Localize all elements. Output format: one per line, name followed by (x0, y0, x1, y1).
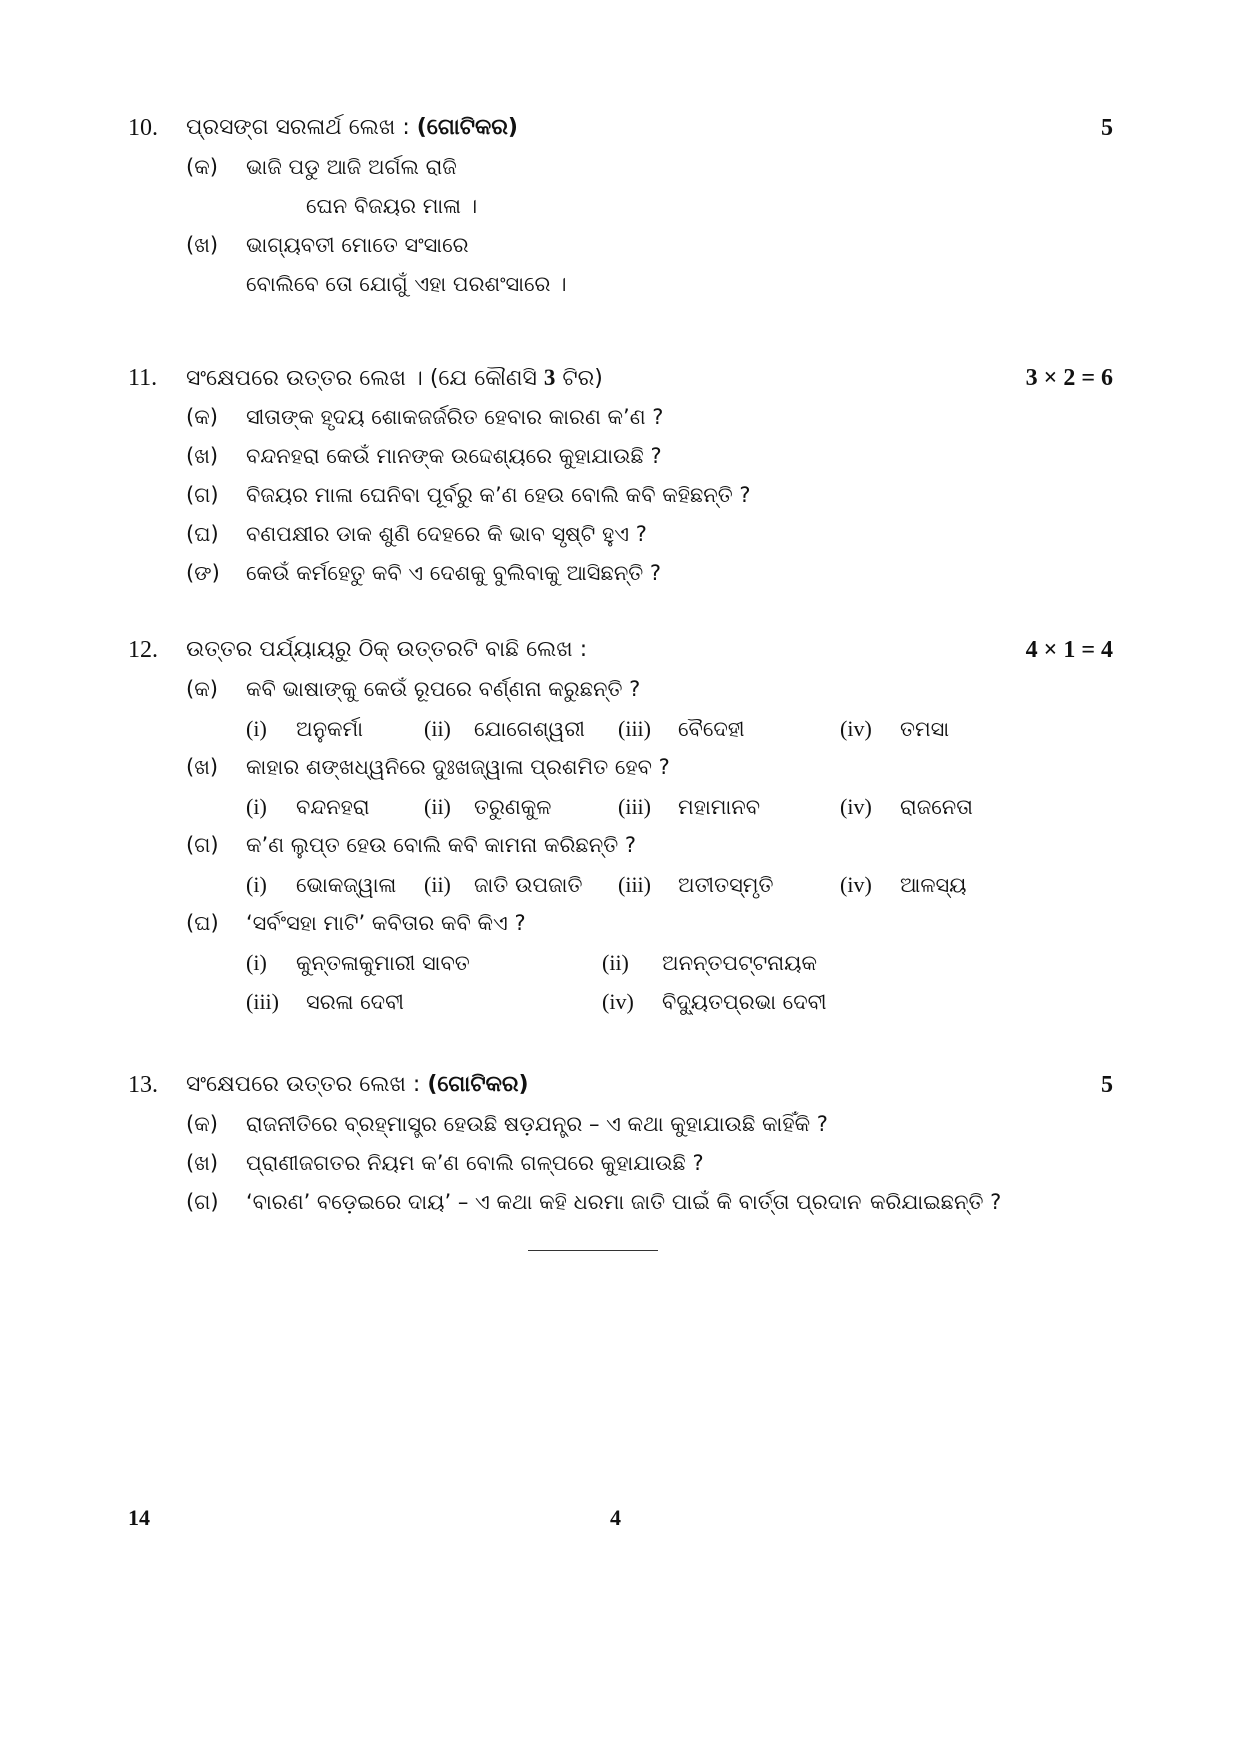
option-row (128, 865, 1113, 904)
question-prompt: ଉତ୍ତର ପର୍ଯ୍ୟାୟରୁ ଠିକ୍ ଉତ୍ତରଟି ବାଛି ଲେଖ : (186, 637, 588, 662)
question-marks: 4 × 1 = 4 (1025, 637, 1113, 663)
sub-question (128, 226, 1113, 265)
question-number: 10. (128, 115, 158, 141)
sub-question (128, 1105, 1113, 1144)
sub-question (128, 554, 1113, 593)
sub-question (128, 515, 1113, 554)
sub-question-text: ପ୍ରାଣୀଜଗତର ନିୟମ କ’ଣ ବୋଲି ଗଳ୍ପରେ କୁହାଯାଉଛି ? (246, 1151, 704, 1175)
option: (iii) ବୈଦେହୀ (618, 716, 745, 741)
footer-code: 14 (128, 1505, 150, 1530)
sub-question (128, 670, 1113, 709)
sub-question (128, 748, 1113, 787)
sub-question-text: ‘ବାରଣ’ ବଡ଼େଇରେ ଦାୟ’ – ଏ କଥା କହି ଧରମା ଜାତି ପାଇଁ କି ବାର୍ତ୍ତା ପ୍ରଦାନ (246, 1190, 862, 1214)
sub-question-label: (ଗ) (186, 1190, 219, 1214)
sub-question-label: (ଖ) (186, 1151, 219, 1175)
sub-question-text: ବନ୍ଦନହରା କେଉଁ ମାନଙ୍କ ଉଦ୍ଦେଶ୍ୟରେ କୁହାଯାଉଛି ? (246, 444, 662, 468)
question-number: 12. (128, 637, 158, 663)
sub-question-text: କ’ଣ ଲୁପ୍ତ ହେଉ ବୋଲି କବି କାମନା କରିଛନ୍ତି ? (246, 833, 636, 857)
question-marks: 5 (1101, 1072, 1113, 1098)
option: (i) କୁନ୍ତଳାକୁମାରୀ ସାବତ (246, 950, 470, 975)
end-rule (528, 1250, 658, 1251)
sub-question-text: ଭାଜି ପଡୁ ଆଜି ଅର୍ଗଲ ରାଜି (246, 155, 457, 179)
sub-question (128, 1144, 1113, 1183)
sub-question (128, 148, 1113, 187)
option: (ii) ଜାତି ଉପଜାତି (424, 872, 583, 897)
option: (ii) ତରୁଣକୁଳ (424, 794, 552, 819)
sub-question-text: ବୋଲିବେ ତୋ ଯୋଗୁଁ ଏହା ପରଶଂସାରେ । (246, 272, 567, 296)
option: (iii) ସରଳା ଦେବୀ (246, 989, 404, 1014)
question-marks: 3 × 2 = 6 (1025, 365, 1113, 391)
question-prompt: ସଂକ୍ଷେପରେ ଉତ୍ତର ଲେଖ : (ଗୋଟିକର) (186, 1072, 529, 1097)
sub-question-text: ରାଜନୀତିରେ ବ୍ରହ୍ମାସ୍ତ୍ର ହେଉଛି ଷଡ଼ଯନ୍ତ୍ର – ଏ କଥା କୁହାଯାଉଛି କାହିଁକି ? (246, 1112, 828, 1136)
question-number: 13. (128, 1072, 158, 1098)
sub-question-text-tail: କରିଯାଇଛନ୍ତି ? (870, 1190, 1002, 1214)
sub-question-text: କେଉଁ କର୍ମହେତୁ କବି ଏ ଦେଶକୁ ବୁଲିବାକୁ ଆସିଛନ୍ତି ? (246, 561, 662, 585)
page-number: 4 (610, 1505, 621, 1530)
question-header (128, 630, 1113, 670)
sub-question-continuation (128, 187, 1113, 226)
sub-question-text: ବିଜୟର ମାଳା ଘେନିବା ପୂର୍ବରୁ କ’ଣ ହେଉ ବୋଲି କବି କହିଛନ୍ତି ? (246, 483, 751, 507)
option-row (128, 787, 1113, 826)
sub-question-label: (କ) (186, 405, 218, 429)
option-row (128, 709, 1113, 748)
question-13 (128, 1065, 1113, 1222)
sub-question-label: (ଘ) (186, 522, 219, 546)
sub-question-text: କବି ଭାଷାଙ୍କୁ କେଉଁ ରୂପରେ ବର୍ଣ୍ଣନା କରୁଛନ୍ତି ? (246, 677, 641, 701)
sub-question (128, 1183, 1113, 1222)
sub-question-text: ସୀତାଙ୍କ ହୃଦୟ ଶୋକଜର୍ଜରିତ ହେବାର କାରଣ କ’ଣ ? (246, 405, 664, 429)
option: (iv) ତମସା (840, 716, 950, 741)
sub-question (128, 437, 1113, 476)
sub-question-label: (ଖ) (186, 233, 219, 257)
sub-question-label: (ଗ) (186, 483, 219, 507)
sub-question-label: (କ) (186, 155, 218, 179)
sub-question-label: (ଘ) (186, 911, 219, 935)
sub-question-label: (କ) (186, 677, 218, 701)
sub-question (128, 904, 1113, 943)
sub-question-text: ‘ସର୍ବଂସହା ମାଟି’ କବିତାର କବି କିଏ ? (246, 911, 526, 935)
question-prompt: ସଂକ୍ଷେପରେ ଉତ୍ତର ଲେଖ । (ଯେ କୌଣସି 3 ଟିର) (186, 365, 603, 391)
option: (i) ବନ୍ଦନହରା (246, 794, 370, 819)
question-11 (128, 358, 1113, 593)
option: (iv) ଆଳସ୍ୟ (840, 872, 967, 897)
sub-question-continuation (128, 265, 1113, 304)
sub-question-label: (ଖ) (186, 444, 219, 468)
question-marks: 5 (1101, 115, 1113, 141)
question-header (128, 108, 1113, 148)
option-row (128, 982, 1113, 1021)
question-12 (128, 630, 1113, 1021)
option: (iv) ବିଦ୍ୟୁତପ୍ରଭା ଦେବୀ (602, 989, 827, 1014)
sub-question-text: ବଣପକ୍ଷୀର ଡାକ ଶୁଣି ଦେହରେ କି ଭାବ ସୃଷ୍ଟି ହୁଏ ? (246, 522, 647, 546)
option: (iii) ଅତୀତସ୍ମୃତି (618, 872, 774, 897)
sub-question-label: (କ) (186, 1112, 218, 1136)
option: (ii) ଅନନ୍ତପଟ୍ଟନାୟକ (602, 950, 818, 975)
option: (i) ଅନୁକର୍ମା (246, 716, 364, 741)
option: (iv) ରାଜନେତା (840, 794, 973, 819)
sub-question-label: (ଖ) (186, 755, 219, 779)
sub-question-label: (ଗ) (186, 833, 219, 857)
option: (i) ଭୋକଜ୍ୱାଳା (246, 872, 397, 897)
question-header (128, 1065, 1113, 1105)
sub-question (128, 476, 1113, 515)
option: (ii) ଯୋଗେଶ୍ୱରୀ (424, 716, 585, 741)
option: (iii) ମହାମାନବ (618, 794, 761, 819)
sub-question-label: (ଙ) (186, 561, 220, 585)
sub-question-text: କାହାର ଶଙ୍ଖଧ୍ୱନିରେ ଦୁଃଖଜ୍ୱାଳା ପ୍ରଶମିତ ହେବ ? (246, 755, 670, 779)
sub-question (128, 398, 1113, 437)
question-prompt: ପ୍ରସଙ୍ଗ ସରଳାର୍ଥ ଲେଖ : (ଗୋଟିକର) (186, 115, 518, 140)
question-10 (128, 108, 1113, 304)
sub-question-text: ଘେନ ବିଜୟର ମାଳା । (306, 194, 478, 218)
question-number: 11. (128, 365, 158, 391)
sub-question (128, 826, 1113, 865)
question-header (128, 358, 1113, 398)
option-row (128, 943, 1113, 982)
sub-question-text: ଭାଗ୍ୟବତୀ ମୋତେ ସଂସାରେ (246, 233, 469, 257)
